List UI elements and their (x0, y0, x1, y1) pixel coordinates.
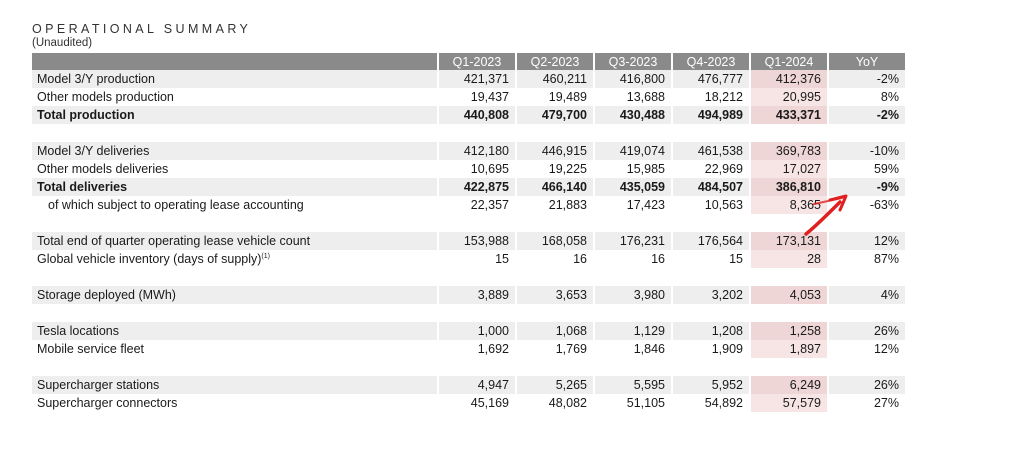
cell: 484,507 (673, 178, 749, 196)
report-title: OPERATIONAL SUMMARY (32, 22, 252, 36)
cell: 5,265 (517, 376, 593, 394)
cell-yoy: 26% (829, 376, 905, 394)
cell: 1,846 (633, 342, 665, 356)
spacer-row (32, 124, 905, 142)
table-row (32, 250, 905, 268)
cell: 1,909 (711, 342, 743, 356)
row-label: Total production (32, 106, 437, 124)
table-row (32, 196, 905, 214)
row-label: Model 3/Y production (32, 70, 437, 88)
cell-yoy: 12% (873, 342, 899, 356)
row-label: Model 3/Y deliveries (32, 142, 437, 160)
table-row (32, 178, 905, 196)
row-label: Tesla locations (32, 322, 437, 340)
cell-highlighted: 173,131 (751, 232, 827, 250)
cell: 51,105 (626, 396, 665, 410)
column-header: Q1-2024 (751, 53, 827, 70)
cell: 15,985 (626, 162, 665, 176)
cell: 412,180 (439, 142, 515, 160)
cell-highlighted: 17,027 (751, 160, 827, 178)
cell: 3,980 (595, 286, 671, 304)
cell-highlighted: 6,249 (751, 376, 827, 394)
cell: 19,489 (548, 90, 587, 104)
cell: 494,989 (673, 106, 749, 124)
cell-yoy: 87% (873, 252, 899, 266)
spacer-row (32, 304, 905, 322)
table-row (32, 142, 905, 160)
cell-highlighted: 1,258 (751, 322, 827, 340)
cell-yoy: 59% (873, 162, 899, 176)
cell-highlighted: 1,897 (751, 340, 827, 358)
cell: 54,892 (704, 396, 743, 410)
cell: 460,211 (517, 70, 593, 88)
cell-yoy: 26% (829, 322, 905, 340)
cell: 176,231 (595, 232, 671, 250)
cell: 435,059 (595, 178, 671, 196)
spacer-row (32, 358, 905, 376)
cell: 416,800 (595, 70, 671, 88)
cell: 476,777 (673, 70, 749, 88)
cell: 1,769 (555, 342, 587, 356)
row-label: Storage deployed (MWh) (32, 286, 437, 304)
footnote-marker: (1) (261, 252, 270, 260)
row-label-text: Global vehicle inventory (days of supply) (37, 252, 262, 266)
cell: 5,595 (595, 376, 671, 394)
cell: 3,653 (517, 286, 593, 304)
cell: 461,538 (673, 142, 749, 160)
cell: 22,969 (704, 162, 743, 176)
cell-highlighted: 8,365 (751, 196, 827, 214)
cell: 10,563 (704, 198, 743, 212)
cell: 13,688 (626, 90, 665, 104)
cell-yoy: -63% (869, 198, 899, 212)
column-header: Q4-2023 (673, 53, 749, 70)
cell: 15 (495, 252, 509, 266)
cell: 440,808 (439, 106, 515, 124)
cell-highlighted: 57,579 (751, 394, 827, 412)
table-row (32, 394, 905, 412)
spacer-row (32, 214, 905, 232)
column-header: YoY (829, 53, 905, 70)
cell: 18,212 (704, 90, 743, 104)
table-row (32, 70, 905, 88)
cell: 4,947 (439, 376, 515, 394)
column-header: Q3-2023 (595, 53, 671, 70)
cell: 48,082 (548, 396, 587, 410)
table-row (32, 376, 905, 394)
spacer-row (32, 268, 905, 286)
cell: 479,700 (517, 106, 593, 124)
cell: 10,695 (470, 162, 509, 176)
cell-yoy: 12% (829, 232, 905, 250)
cell-highlighted: 433,371 (751, 106, 827, 124)
table-row (32, 340, 905, 358)
row-label: Total end of quarter operating lease vehicle count (32, 232, 437, 250)
cell: 1,129 (595, 322, 671, 340)
cell: 1,000 (439, 322, 515, 340)
row-label: Supercharger stations (32, 376, 437, 394)
cell: 16 (651, 252, 665, 266)
cell: 19,437 (470, 90, 509, 104)
cell-highlighted: 20,995 (751, 88, 827, 106)
row-label: of which subject to operating lease accounting (48, 198, 304, 212)
column-header: Q2-2023 (517, 53, 593, 70)
cell: 176,564 (673, 232, 749, 250)
cell-yoy: -10% (829, 142, 905, 160)
operational-summary-table (30, 53, 907, 412)
cell: 466,140 (517, 178, 593, 196)
cell-highlighted: 369,783 (751, 142, 827, 160)
cell-highlighted: 412,376 (751, 70, 827, 88)
row-label: Mobile service fleet (37, 342, 144, 356)
cell: 19,225 (548, 162, 587, 176)
row-label: Supercharger connectors (37, 396, 178, 410)
cell: 3,202 (673, 286, 749, 304)
cell: 21,883 (548, 198, 587, 212)
cell: 153,988 (439, 232, 515, 250)
cell-yoy: 27% (873, 396, 899, 410)
table-row (32, 286, 905, 304)
cell: 22,357 (470, 198, 509, 212)
table-row (32, 106, 905, 124)
red-arrow-icon (800, 190, 860, 240)
cell: 1,208 (673, 322, 749, 340)
cell-yoy: 4% (829, 286, 905, 304)
cell: 1,692 (477, 342, 509, 356)
report-subtitle: (Unaudited) (32, 37, 93, 49)
cell-yoy: -2% (829, 70, 905, 88)
cell: 446,915 (517, 142, 593, 160)
column-header: Q1-2023 (439, 53, 515, 70)
cell: 16 (573, 252, 587, 266)
row-label (32, 250, 437, 268)
cell: 421,371 (439, 70, 515, 88)
cell: 430,488 (595, 106, 671, 124)
row-label: Other models production (37, 90, 174, 104)
header-label-cell (32, 53, 437, 70)
row-label: Other models deliveries (37, 162, 169, 176)
cell-yoy: 8% (880, 90, 899, 104)
table-row (32, 88, 905, 106)
cell-yoy: -9% (829, 178, 905, 196)
cell: 168,058 (517, 232, 593, 250)
cell: 17,423 (626, 198, 665, 212)
cell-highlighted: 386,810 (751, 178, 827, 196)
cell: 5,952 (673, 376, 749, 394)
cell: 419,074 (595, 142, 671, 160)
cell: 422,875 (439, 178, 515, 196)
cell: 1,068 (517, 322, 593, 340)
table-header-row (32, 53, 905, 70)
cell: 3,889 (439, 286, 515, 304)
table-row (32, 160, 905, 178)
table-row (32, 232, 905, 250)
cell: 15 (729, 252, 743, 266)
cell-yoy: -2% (829, 106, 905, 124)
cell: 45,169 (470, 396, 509, 410)
row-label: Total deliveries (32, 178, 437, 196)
cell-highlighted: 28 (751, 250, 827, 268)
table-row (32, 322, 905, 340)
cell-highlighted: 4,053 (751, 286, 827, 304)
